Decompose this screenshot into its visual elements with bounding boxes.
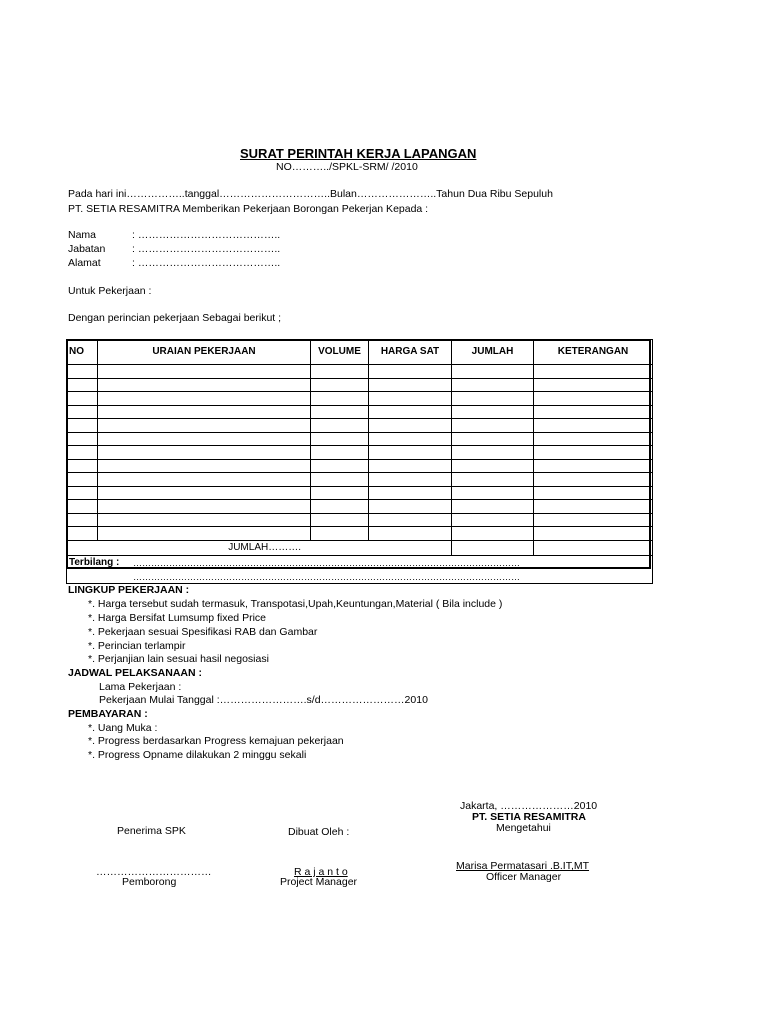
total-keterangan-cell — [534, 540, 653, 555]
table-row — [67, 365, 653, 379]
table-cell — [369, 500, 452, 514]
table-cell — [452, 392, 534, 406]
table-cell — [67, 378, 98, 392]
table-cell — [452, 432, 534, 446]
table-cell — [67, 500, 98, 514]
col-header-keterangan: KETERANGAN — [534, 340, 653, 365]
pembayaran-item: *. Uang Muka : — [88, 722, 158, 734]
col-header-jumlah: JUMLAH — [452, 340, 534, 365]
table-row — [67, 527, 653, 541]
table-row — [67, 513, 653, 527]
table-row — [67, 459, 653, 473]
table-cell — [311, 378, 369, 392]
lingkup-item: *. Pekerjaan sesuai Spesifikasi RAB dan Gambar — [88, 626, 318, 638]
table-cell — [311, 459, 369, 473]
table-row — [67, 419, 653, 433]
table-cell — [67, 392, 98, 406]
table-cell — [98, 486, 311, 500]
table-cell — [452, 378, 534, 392]
table-cell — [369, 419, 452, 433]
field-alamat-value: : ………………………………….. — [132, 257, 281, 269]
lingkup-title: LINGKUP PEKERJAAN : — [68, 584, 190, 596]
jadwal-lama: Lama Pekerjaan : — [99, 681, 182, 693]
table-row — [67, 446, 653, 460]
table-cell — [67, 432, 98, 446]
table-cell — [534, 432, 653, 446]
mengetahui-label: Mengetahui — [496, 822, 551, 834]
marisa-name: Marisa Permatasari .B.IT,MT — [456, 860, 590, 872]
table-cell — [534, 527, 653, 541]
table-cell — [67, 459, 98, 473]
table-row — [67, 486, 653, 500]
table-cell — [67, 473, 98, 487]
field-nama-label: Nama — [68, 229, 97, 241]
perincian-text: Dengan perincian pekerjaan Sebagai berikut ; — [68, 312, 282, 324]
project-manager-label: Project Manager — [280, 876, 358, 888]
table-cell — [98, 500, 311, 514]
table-cell — [67, 405, 98, 419]
table-cell — [67, 365, 98, 379]
field-alamat-label: Alamat — [68, 257, 101, 269]
table-cell — [98, 432, 311, 446]
table-cell — [67, 527, 98, 541]
table-cell — [534, 392, 653, 406]
table-cell — [452, 459, 534, 473]
table-cell — [311, 473, 369, 487]
table-cell — [67, 446, 98, 460]
table-cell — [452, 405, 534, 419]
table-cell — [369, 365, 452, 379]
table-row — [67, 432, 653, 446]
table-cell — [98, 392, 311, 406]
table-cell — [67, 486, 98, 500]
officer-manager-label: Officer Manager — [486, 871, 562, 883]
table-cell — [452, 513, 534, 527]
table-row — [67, 500, 653, 514]
table-cell — [369, 405, 452, 419]
terbilang-label: Terbilang : — [69, 556, 120, 568]
terbilang-line-2: ………………………………………………………………………………………………………………… — [133, 571, 520, 582]
company-name: PT. SETIA RESAMITRA — [472, 811, 586, 823]
lingkup-item: *. Harga tersebut sudah termasuk, Transpotasi,Upah,Keuntungan,Material ( Bila include ) — [88, 598, 503, 610]
penerima-spk-label: Penerima SPK — [117, 825, 186, 837]
table-cell — [98, 459, 311, 473]
jadwal-title: JADWAL PELAKSANAAN : — [68, 667, 202, 679]
table-cell — [452, 500, 534, 514]
total-row — [67, 540, 653, 555]
table-cell — [452, 473, 534, 487]
table-cell — [534, 405, 653, 419]
table-cell — [534, 473, 653, 487]
pembayaran-title: PEMBAYARAN : — [68, 708, 148, 720]
lingkup-item: *. Perincian terlampir — [88, 640, 186, 652]
table-cell — [452, 486, 534, 500]
table-cell — [534, 365, 653, 379]
table-header-row — [67, 340, 653, 365]
table-cell — [534, 446, 653, 460]
place-date: Jakarta, …………………2010 — [460, 800, 598, 812]
table-cell — [369, 459, 452, 473]
lingkup-item: *. Perjanjian lain sesuai hasil negosiasi — [88, 653, 269, 665]
intro-company-line: PT. SETIA RESAMITRA Memberikan Pekerjaan Borongan Pekerjan Kepada : — [68, 203, 429, 215]
dibuat-oleh-label: Dibuat Oleh : — [288, 826, 350, 838]
table-cell — [311, 365, 369, 379]
table-cell — [311, 527, 369, 541]
pembayaran-item: *. Progress Opname dilakukan 2 minggu sekali — [88, 749, 307, 761]
table-cell — [369, 486, 452, 500]
pemborong-signature-line: …………………………… — [96, 866, 212, 878]
table-cell — [98, 473, 311, 487]
table-cell — [369, 378, 452, 392]
table-cell — [452, 365, 534, 379]
table-cell — [98, 419, 311, 433]
table-cell — [98, 446, 311, 460]
table-cell — [311, 419, 369, 433]
col-header-no: NO — [67, 340, 98, 365]
table-cell — [311, 513, 369, 527]
table-cell — [369, 513, 452, 527]
table-cell — [534, 486, 653, 500]
table-cell — [311, 446, 369, 460]
intro-date-line: Pada hari ini……………..tanggal…………………………..Bulan…………………..Tahun Dua Ribu Sepuluh — [68, 188, 553, 200]
table-cell — [369, 473, 452, 487]
table-cell — [98, 365, 311, 379]
terbilang-row — [67, 555, 653, 583]
terbilang-cell — [67, 555, 653, 583]
lingkup-item: *. Harga Bersifat Lumsump fixed Price — [88, 612, 266, 624]
table-row — [67, 405, 653, 419]
table-cell — [534, 500, 653, 514]
table-cell — [98, 527, 311, 541]
col-header-uraian: URAIAN PEKERJAAN — [98, 340, 311, 365]
col-header-harga-sat: HARGA SAT — [369, 340, 452, 365]
table-cell — [534, 378, 653, 392]
table-cell — [311, 486, 369, 500]
table-row — [67, 378, 653, 392]
table-cell — [534, 513, 653, 527]
terbilang-line-1: ………………………………………………………………………………………………………………… — [133, 557, 520, 568]
table-cell — [67, 513, 98, 527]
total-jumlah-cell — [452, 540, 534, 555]
pembayaran-item: *. Progress berdasarkan Progress kemajuan pekerjaan — [88, 735, 344, 747]
document-number: NO………../SPKL-SRM/ /2010 — [276, 161, 418, 173]
col-header-volume: VOLUME — [311, 340, 369, 365]
table-cell — [98, 513, 311, 527]
untuk-pekerjaan: Untuk Pekerjaan : — [68, 285, 152, 297]
field-nama-value: : ………………………………….. — [132, 229, 281, 241]
table-cell — [369, 392, 452, 406]
pemborong-label: Pemborong — [122, 876, 177, 888]
table-cell — [98, 378, 311, 392]
table-cell — [98, 405, 311, 419]
table-row — [67, 473, 653, 487]
table-cell — [369, 432, 452, 446]
table-cell — [311, 500, 369, 514]
table-cell — [534, 419, 653, 433]
table-row — [67, 392, 653, 406]
total-label: JUMLAH………. — [67, 540, 452, 555]
table-cell — [311, 405, 369, 419]
work-table — [66, 339, 653, 584]
table-cell — [452, 527, 534, 541]
table-cell — [67, 419, 98, 433]
table-cell — [452, 446, 534, 460]
table-cell — [369, 527, 452, 541]
rajanto-name: R a j a n t o — [294, 866, 348, 878]
table-cell — [369, 446, 452, 460]
table-cell — [311, 432, 369, 446]
jadwal-mulai: Pekerjaan Mulai Tanggal :…………………….s/d……………………2010 — [99, 694, 428, 706]
document-title: SURAT PERINTAH KERJA LAPANGAN — [240, 146, 477, 161]
table-cell — [311, 392, 369, 406]
field-jabatan-label: Jabatan — [68, 243, 106, 255]
field-jabatan-value: : ………………………………….. — [132, 243, 281, 255]
table-cell — [534, 459, 653, 473]
table-cell — [452, 419, 534, 433]
